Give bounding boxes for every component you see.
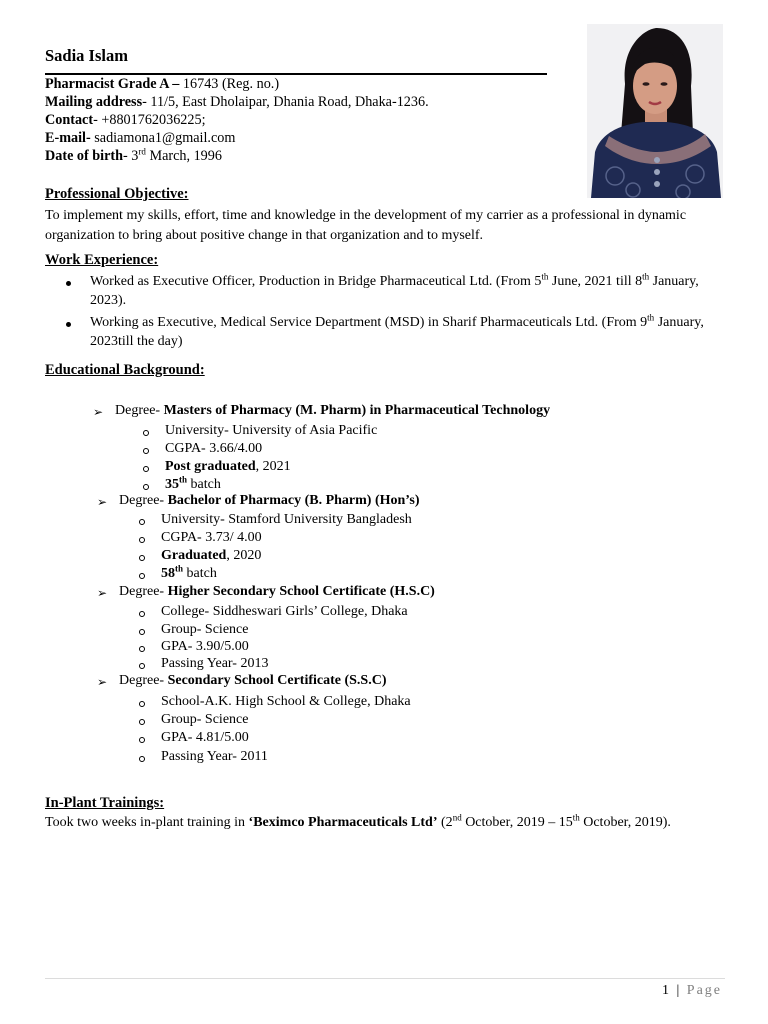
dob-value-day: - 3 [123, 148, 139, 164]
training-date-2: October, 2019 – 15 [461, 815, 573, 830]
degree-4-group: Group- Science [161, 712, 249, 727]
objective-text: To implement my skills, effort, time and knowledge in the development of my carrier as a professional in dynamic organization to bring about positive change in that organization and to myself. [45, 208, 687, 243]
degree-1-batch-sup: th [179, 474, 188, 485]
circle-bullet-icon [139, 573, 145, 579]
circle-bullet-icon [143, 430, 149, 436]
degree-4-gpa: GPA- 4.81/5.00 [161, 730, 249, 745]
page-footer [662, 983, 722, 999]
degree-1-cgpa: CGPA- 3.66/4.00 [165, 441, 263, 456]
degree-1-graduated-label: Post graduated [165, 459, 256, 474]
registration-value: 16743 (Reg. no.) [179, 76, 280, 92]
degree-1-batch-number: 35 [165, 477, 179, 492]
degree-2-graduated [161, 548, 261, 564]
circle-bullet-icon [139, 611, 145, 617]
work-item-2-text-b: January, 2023till the day) [90, 315, 704, 349]
work-item-1 [90, 272, 725, 310]
dob-label: Date of birth [45, 148, 124, 164]
degree-4-school: School-A.K. High School & College, Dhaka [161, 694, 411, 709]
circle-bullet-icon [139, 555, 145, 561]
work-item-2-sup-1: th [647, 312, 655, 323]
registration-label: Pharmacist Grade A – [45, 76, 180, 92]
dob-line [45, 147, 222, 165]
degree-4-title: Secondary School Certificate (S.S.C) [167, 673, 387, 688]
degree-2-graduated-year: , 2020 [226, 548, 262, 563]
work-item-1-sup-2: th [642, 271, 650, 282]
portrait-illustration [587, 24, 723, 198]
degree-2-title: Bachelor of Pharmacy (B. Pharm) (Hon’s) [167, 493, 420, 508]
degree-prefix: Degree- [119, 493, 165, 508]
education-heading: Educational Background: [45, 362, 205, 378]
circle-bullet-icon [143, 448, 149, 454]
objective-heading: Professional Objective: [45, 186, 189, 202]
degree-1-title: Masters of Pharmacy (M. Pharm) in Pharmaceutical Technology [163, 403, 551, 418]
arrow-bullet-icon: ➢ [93, 405, 104, 419]
contact-line [45, 111, 206, 129]
degree-2-batch-sup: th [175, 563, 184, 574]
contact-value: - +8801762036225; [93, 112, 206, 128]
training-company: ‘Beximco Pharmaceuticals Ltd’ [248, 815, 438, 830]
degree-2-batch-number: 58 [161, 566, 175, 581]
training-text [45, 812, 671, 831]
circle-bullet-icon [143, 466, 149, 472]
degree-3-college: College- Siddheswari Girls’ College, Dhaka [161, 604, 408, 619]
degree-2-batch [161, 563, 217, 582]
contact-label: Contact [45, 112, 94, 128]
training-date-1: (2 [437, 815, 453, 830]
bullet-icon [66, 281, 71, 286]
circle-bullet-icon [139, 737, 145, 743]
training-sup-2: th [572, 812, 580, 823]
mailing-address-label: Mailing address [45, 94, 143, 110]
page-separator: | [670, 983, 687, 998]
degree-2-graduated-label: Graduated [161, 548, 227, 563]
degree-4 [119, 673, 387, 689]
circle-bullet-icon [139, 519, 145, 525]
degree-3-title: Higher Secondary School Certificate (H.S.C) [167, 584, 435, 599]
circle-bullet-icon [139, 646, 145, 652]
degree-1-graduated-year: , 2021 [255, 459, 291, 474]
bullet-icon [66, 322, 71, 327]
training-text-intro: Took two weeks in-plant training in [45, 815, 249, 830]
arrow-bullet-icon: ➢ [97, 495, 108, 509]
work-item-2 [90, 313, 725, 351]
mailing-address-line [45, 93, 429, 111]
dob-superscript: rd [138, 146, 146, 157]
work-item-1-text-a: Worked as Executive Officer, Production in Bridge Pharmaceutical Ltd. (From 5 [90, 274, 542, 289]
page-word: Page [686, 983, 722, 998]
training-sup-1: nd [452, 812, 462, 823]
degree-prefix: Degree- [119, 584, 165, 599]
degree-prefix: Degree- [115, 403, 161, 418]
circle-bullet-icon [139, 756, 145, 762]
degree-1-batch-label: batch [187, 477, 221, 492]
dob-value-month-year: March, 1996 [145, 148, 222, 164]
degree-1-university: University- University of Asia Pacific [165, 423, 378, 438]
registration-line [45, 75, 279, 93]
applicant-name: Sadia Islam [45, 46, 128, 65]
training-heading: In-Plant Trainings: [45, 795, 165, 811]
work-item-1-text-c: January, 2023). [90, 274, 699, 308]
arrow-bullet-icon: ➢ [97, 586, 108, 600]
training-date-3: October, 2019). [579, 815, 671, 830]
circle-bullet-icon [139, 663, 145, 669]
circle-bullet-icon [143, 484, 149, 490]
circle-bullet-icon [139, 719, 145, 725]
degree-2-cgpa: CGPA- 3.73/ 4.00 [161, 530, 262, 545]
work-item-1-text-b: June, 2021 till 8 [548, 274, 643, 289]
degree-1-graduated [165, 459, 291, 475]
degree-2-batch-label: batch [183, 566, 217, 581]
footer-divider [45, 978, 725, 979]
work-item-2-text-a: Working as Executive, Medical Service Department (MSD) in Sharif Pharmaceuticals Ltd. (From 9 [90, 315, 648, 330]
work-heading: Work Experience: [45, 252, 159, 268]
degree-4-passing-year: Passing Year- 2011 [161, 749, 268, 764]
circle-bullet-icon [139, 629, 145, 635]
page-number: 1 [661, 983, 671, 998]
degree-1 [115, 403, 550, 419]
degree-3 [119, 584, 435, 600]
degree-2 [119, 493, 420, 509]
degree-2-university: University- Stamford University Bangladesh [161, 512, 412, 527]
degree-3-gpa: GPA- 3.90/5.00 [161, 639, 249, 654]
mailing-address-value: - 11/5, East Dholaipar, Dhania Road, Dhaka-1236. [142, 94, 429, 110]
arrow-bullet-icon: ➢ [97, 675, 108, 689]
degree-3-group: Group- Science [161, 622, 249, 637]
degree-1-batch [165, 474, 221, 493]
degree-prefix: Degree- [119, 673, 165, 688]
circle-bullet-icon [139, 701, 145, 707]
circle-bullet-icon [139, 537, 145, 543]
email-line [45, 129, 235, 147]
work-item-1-sup-1: th [541, 271, 549, 282]
degree-3-passing-year: Passing Year- 2013 [161, 656, 269, 671]
profile-photo [587, 24, 723, 198]
email-value[interactable]: sadiamona1@gmail.com [90, 130, 236, 146]
email-label: E-mail- [45, 130, 91, 146]
